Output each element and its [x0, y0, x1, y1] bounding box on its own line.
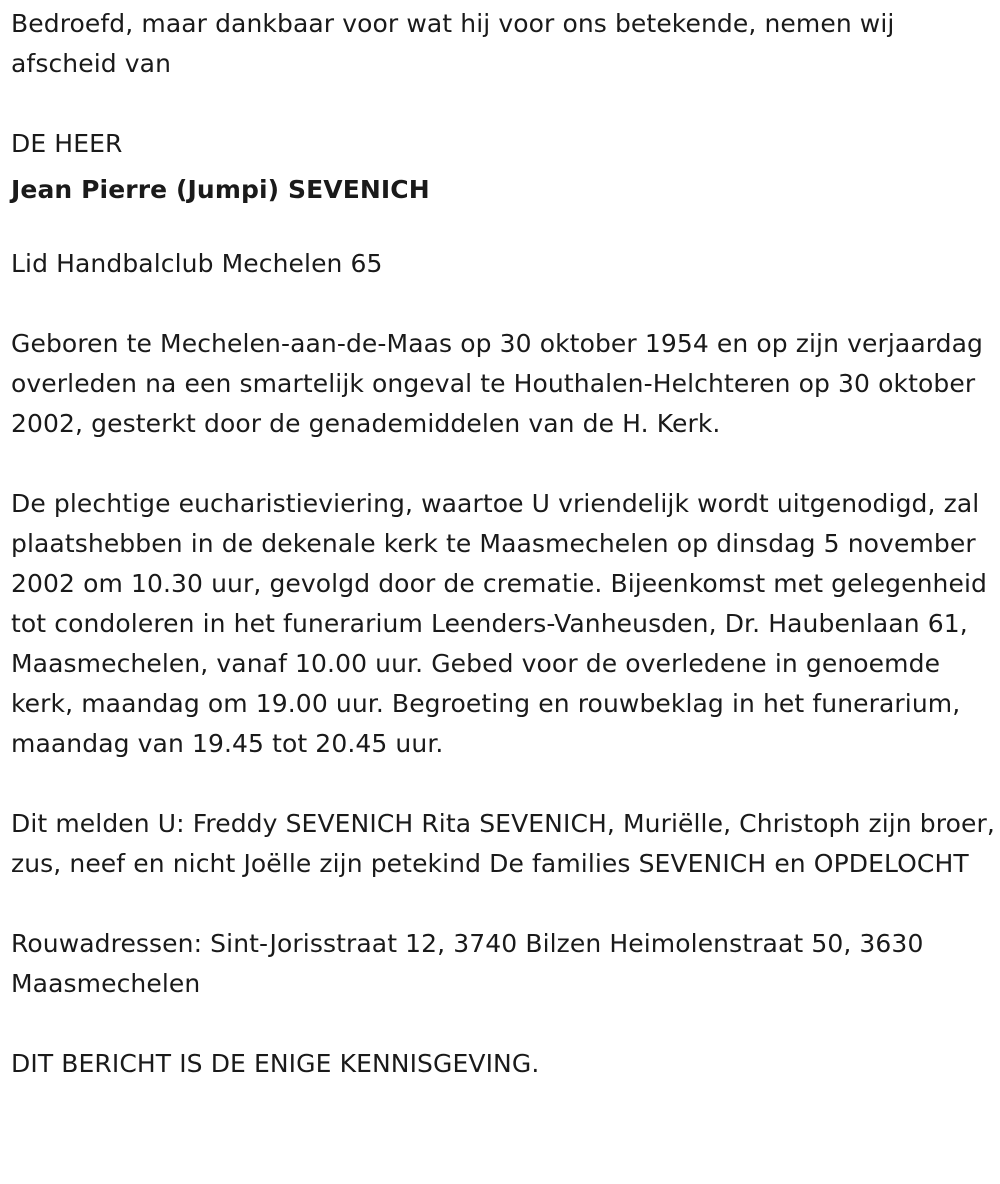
intro-paragraph: Bedroefd, maar dankbaar voor wat hij voor ons betekende, nemen wij afscheid van: [11, 9, 895, 78]
membership-line: Lid Handbalclub Mechelen 65: [11, 249, 383, 278]
obituary-document: [11, 4, 996, 1084]
deceased-name: Jean Pierre (Jumpi) SEVENICH: [11, 175, 430, 204]
announcers-paragraph: Dit melden U: Freddy SEVENICH Rita SEVENICH, Muriëlle, Christoph zijn broer, zus, neef en nicht Joëlle zijn petekind De families SEVENICH en OPDELOCHT: [11, 809, 995, 878]
title-line: DE HEER: [11, 129, 123, 158]
birth-death-paragraph: Geboren te Mechelen-aan-de-Maas op 30 oktober 1954 en op zijn verjaardag overleden na een smartelijk ongeval te Houthalen-Helchteren op 30 oktober 2002, gesterkt door de genademiddelen van de H. Kerk.: [11, 329, 984, 438]
closing-line: DIT BERICHT IS DE ENIGE KENNISGEVING.: [11, 1049, 540, 1078]
ceremony-paragraph: De plechtige eucharistieviering, waartoe U vriendelijk wordt uitgenodigd, zal plaatshebben in de dekenale kerk te Maasmechelen op dinsdag 5 november 2002 om 10.30 uur, gevolgd door de crematie. Bijeenkomst met gelegenheid tot condoleren in het funerarium Leenders-Vanheusden, Dr. Haubenlaan 61, Maasmechelen, vanaf 10.00 uur. Gebed voor de overledene in genoemde kerk, maandag om 19.00 uur. Begroeting en rouwbeklag in het funerarium, maandag van 19.45 tot 20.45 uur.: [11, 489, 987, 758]
addresses-paragraph: Rouwadressen: Sint-Jorisstraat 12, 3740 Bilzen Heimolenstraat 50, 3630 Maasmechelen: [11, 929, 924, 998]
